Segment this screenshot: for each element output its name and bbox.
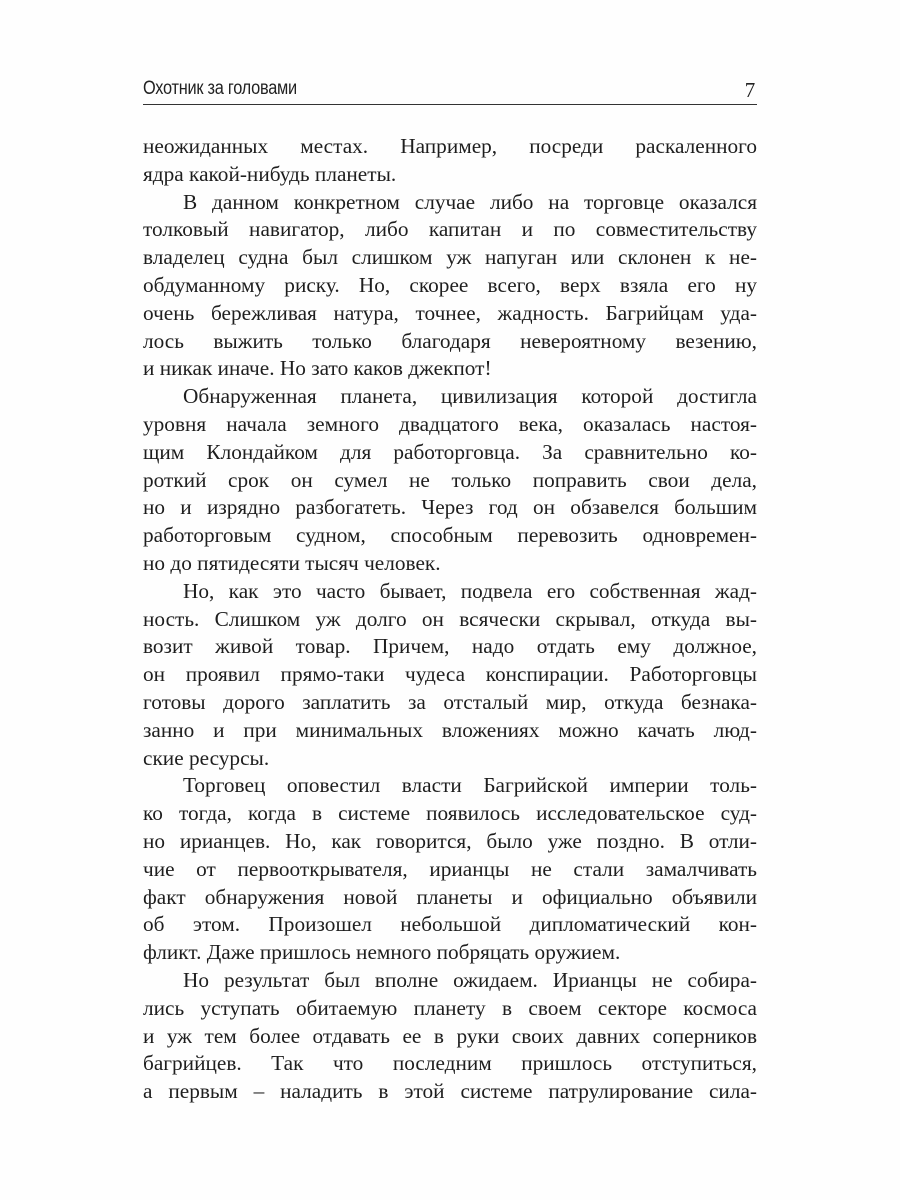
text-line	[143, 328, 757, 356]
text-line-content: роткий срок он сумел не только поправить свои дела,	[143, 467, 757, 492]
running-header	[143, 76, 757, 105]
text-line-content: фликт. Даже пришлось немного побряцать оружием.	[143, 940, 621, 965]
paragraph	[143, 383, 757, 578]
text-line	[143, 355, 757, 383]
text-line-content: лось выжить только благодаря невероятному везению,	[143, 328, 757, 353]
text-line-content: Обнаруженная планета, цивилизация которой достигла	[183, 384, 757, 409]
text-line	[143, 967, 757, 995]
text-line	[143, 689, 757, 717]
text-line	[143, 300, 757, 328]
text-line	[143, 800, 757, 828]
paragraph	[143, 772, 757, 967]
text-line	[143, 383, 757, 411]
text-line	[143, 995, 757, 1023]
text-line-content: работорговым судном, способным перевозить одновремен-	[143, 523, 757, 548]
text-line	[143, 216, 757, 244]
text-line-content: Но, как это часто бывает, подвела его собственная жад-	[183, 578, 757, 603]
text-line-content: багрийцев. Так что последним пришлось отступиться,	[143, 1051, 757, 1076]
text-line	[143, 467, 757, 495]
text-line	[143, 1078, 757, 1106]
text-line-content: а первым – наладить в этой системе патрулирование сила-	[143, 1079, 757, 1104]
text-line	[143, 1023, 757, 1051]
text-line	[143, 884, 757, 912]
body-text	[143, 133, 757, 1106]
text-line-content: занно и при минимальных вложениях можно качать люд-	[143, 717, 757, 742]
text-line	[143, 856, 757, 884]
page-number: 7	[744, 78, 755, 102]
text-line-content: неожиданных местах. Например, посреди раскаленного	[143, 134, 757, 158]
text-line-content: и уж тем более отдавать ее в руки своих давних соперников	[143, 1023, 757, 1048]
text-line-content: щим Клондайком для работорговца. За сравнительно ко-	[143, 439, 757, 464]
text-line	[143, 606, 757, 634]
paragraph	[143, 133, 757, 189]
text-line-content: но до пятидесяти тысяч человек.	[143, 550, 441, 575]
text-line	[143, 189, 757, 217]
text-line	[143, 439, 757, 467]
text-line	[143, 550, 757, 578]
text-line	[143, 661, 757, 689]
text-line	[143, 494, 757, 522]
text-line-content: но ирианцев. Но, как говорится, было уже поздно. В отли-	[143, 828, 757, 853]
text-line-content: Торговец оповестил власти Багрийской империи толь-	[183, 773, 757, 798]
text-line	[143, 828, 757, 856]
text-line	[143, 161, 757, 189]
text-line	[143, 633, 757, 661]
book-title: Охотник за головами	[143, 78, 297, 99]
text-line-content: ядра какой-нибудь планеты.	[143, 161, 397, 186]
text-line-content: лись уступать обитаемую планету в своем секторе космоса	[143, 995, 757, 1020]
text-line-content: возит живой товар. Причем, надо отдать ему должное,	[143, 634, 757, 659]
text-line	[143, 1050, 757, 1078]
text-line-content: ские ресурсы.	[143, 745, 270, 770]
text-line	[143, 745, 757, 773]
text-line	[143, 133, 757, 161]
paragraph	[143, 189, 757, 384]
text-line-content: владелец судна был слишком уж напуган или склонен к не-	[143, 245, 757, 270]
text-line-content: уровня начала земного двадцатого века, оказалась настоя-	[143, 411, 757, 436]
text-line	[143, 244, 757, 272]
text-line-content: готовы дорого заплатить за отсталый мир, откуда безнака-	[143, 689, 757, 714]
text-line-content: факт обнаружения новой планеты и официально объявили	[143, 884, 757, 909]
text-line-content: толковый навигатор, либо капитан и по совместительству	[143, 217, 757, 242]
text-line-content: очень бережливая натура, точнее, жадность. Багрийцам уда-	[143, 300, 757, 325]
text-line-content: он проявил прямо-таки чудеса конспирации. Работорговцы	[143, 662, 757, 687]
text-line	[143, 772, 757, 800]
text-line	[143, 911, 757, 939]
text-line-content: чие от первооткрывателя, ирианцы не стали замалчивать	[143, 856, 757, 881]
text-line-content: обдуманному риску. Но, скорее всего, верх взяла его ну	[143, 272, 757, 297]
text-line-content: но и изрядно разбогатеть. Через год он обзавелся большим	[143, 495, 757, 520]
text-line-content: и никак иначе. Но зато каков джекпот!	[143, 356, 492, 381]
text-line	[143, 578, 757, 606]
text-line-content: Но результат был вполне ожидаем. Ирианцы не собира-	[183, 967, 757, 992]
text-line-content: ность. Слишком уж долго он всячески скрывал, откуда вы-	[143, 606, 757, 631]
text-line-content: об этом. Произошел небольшой дипломатический кон-	[143, 912, 757, 937]
paragraph	[143, 967, 757, 1106]
text-line	[143, 939, 757, 967]
paragraph	[143, 578, 757, 773]
text-line	[143, 272, 757, 300]
text-line	[143, 522, 757, 550]
text-line-content: В данном конкретном случае либо на торговце оказался	[183, 189, 757, 214]
text-line	[143, 717, 757, 745]
text-line-content: ко тогда, когда в системе появилось исследовательское суд-	[143, 801, 757, 826]
text-line	[143, 411, 757, 439]
